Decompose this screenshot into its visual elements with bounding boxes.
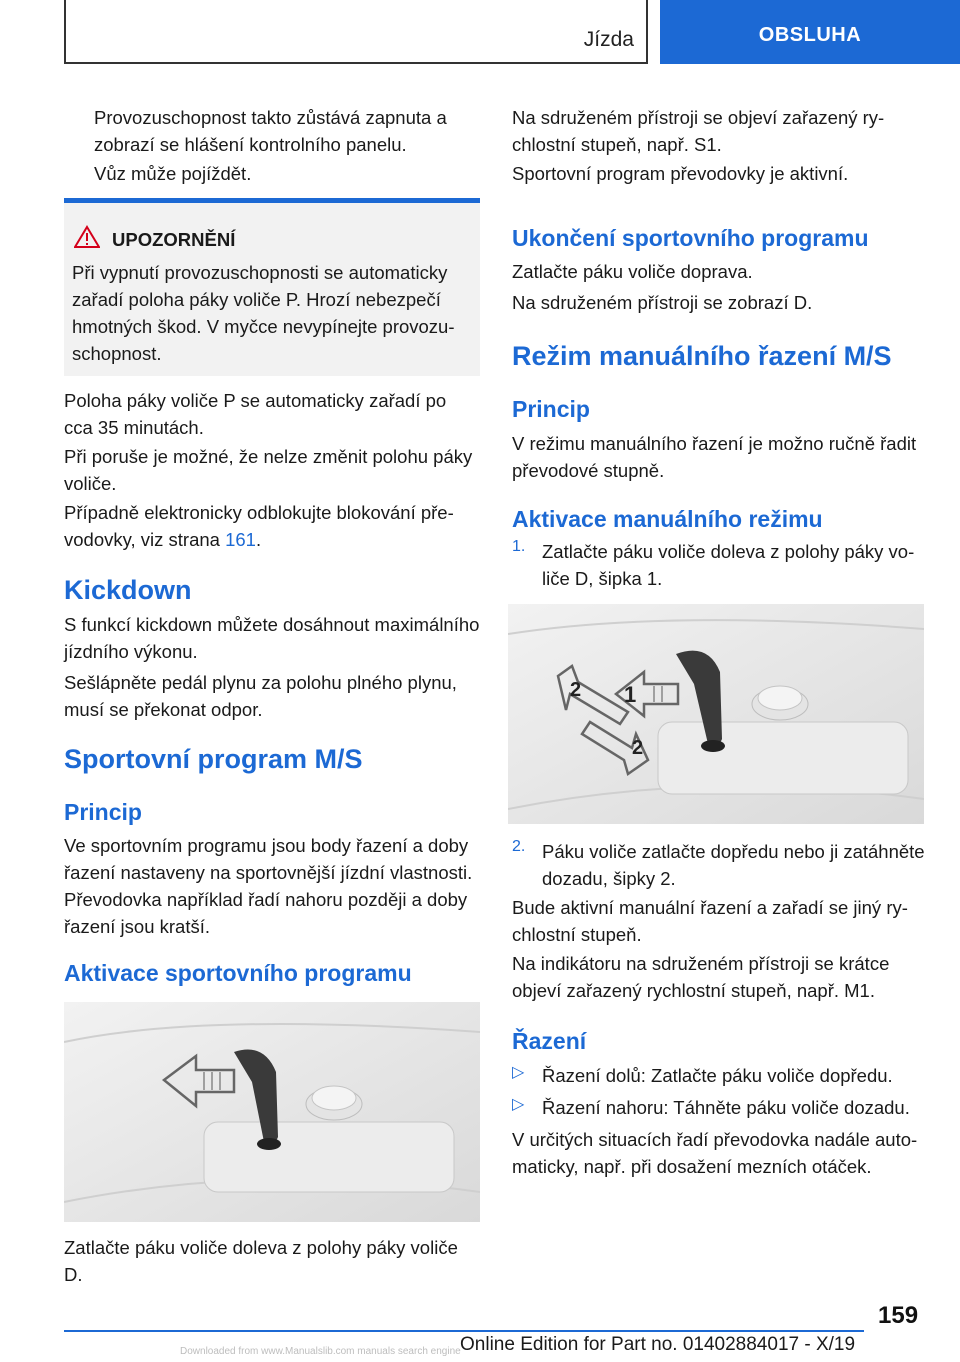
page-link-161[interactable]: 161 <box>225 529 256 550</box>
step-2-text: Páku voliče zatlačte dopředu nebo ji zatáhněte dozadu, šipky 2. <box>542 841 925 889</box>
figure-gear-selector-right <box>508 604 924 824</box>
figure-gear-selector-left <box>64 1002 480 1222</box>
right-paragraph-3: Bude aktivní manuální řazení a zařadí se jiný rychlostní stupeň. <box>512 897 908 945</box>
heading-shifting: Řazení <box>512 1028 587 1054</box>
step-1-text: Zatlačte páku voliče doleva z polohy páky voliče D, šipka 1. <box>542 541 915 589</box>
right-paragraph-2: Sportovní program převodovky je aktivní. <box>512 163 849 184</box>
paragraph-auto-p: Poloha páky voliče P se automaticky zařadí po cca 35 minutách. <box>64 390 447 438</box>
bullet-downshift <box>512 1062 928 1089</box>
end-paragraph-2: Na sdruženém přístroji se zobrazí D. <box>512 292 813 313</box>
bullet-triangle-icon: ▷ <box>512 1064 525 1081</box>
warning-box <box>64 198 480 376</box>
step-1 <box>512 538 928 592</box>
step-2 <box>512 838 928 892</box>
unlock-end: . <box>255 529 262 550</box>
step-2-number: 2. <box>512 838 526 855</box>
bullet-downshift-text: Řazení dolů: Zatlačte páku voliče dopředu. <box>542 1065 893 1086</box>
heading-princip-left: Princip <box>64 799 142 825</box>
heading-sport-program: Sportovní program M/S <box>64 744 363 774</box>
right-paragraph-4: Na indikátoru na sdruženém přístroji se krátce objeví zařazený rychlostní stupeň, např. M1. <box>512 953 890 1001</box>
heading-manual-mode: Režim manuálního řazení M/S <box>512 341 892 371</box>
section-title: Jízda <box>583 28 634 51</box>
footer-rule <box>64 1330 864 1332</box>
princip-paragraph-left: Ve sportovním programu jsou body řazení a doby řazení nastaveny na sportovnější jízdní vlastnosti. Převodovka například řadí nahoru později a doby řazení jsou kratší. <box>64 835 473 937</box>
warning-title: UPOZORNĚNÍ <box>112 229 236 250</box>
warning-triangle-icon <box>74 225 100 249</box>
paragraph-unlock <box>64 499 480 553</box>
heading-activate-sport: Aktivace sportovního programu <box>64 960 412 986</box>
page-number: 159 <box>878 1302 919 1329</box>
warning-body: Při vypnutí provozuschopnosti se automaticky zařadí poloha páky voliče P. Hrozí nebezpečí hmotných škod. V myčce nevypínejte provozuschopnost. <box>72 262 455 364</box>
heading-princip-right: Princip <box>512 396 590 422</box>
arrow-label-2-lower: 2 <box>632 737 644 759</box>
paragraph-fault: Při poruše je možné, že nelze změnit polohu páky voliče. <box>64 446 473 494</box>
right-paragraph-1: Na sdruženém přístroji se objeví zařazený rychlostní stupeň, např. S1. <box>512 107 885 155</box>
footer-edition <box>460 1334 855 1356</box>
edition-text: Online Edition for Part no. 01402884017 - X/19 <box>460 1334 856 1355</box>
end-paragraph-1: Zatlačte páku voliče doprava. <box>512 261 753 282</box>
intro-paragraph-1: Provozuschopnost takto zůstává zapnuta a zobrazí se hlášení kontrolního panelu. <box>94 107 447 155</box>
kickdown-paragraph-1: S funkcí kickdown můžete dosáhnout maximálního jízdního výkonu. <box>64 614 480 662</box>
kickdown-paragraph-2: Sešlápněte pedál plynu za polohu plného plynu, musí se překonat odpor. <box>64 672 457 720</box>
intro-paragraph-2: Vůz může pojíždět. <box>94 163 252 184</box>
arrow-label-2-upper: 2 <box>570 679 582 701</box>
gear-selector-illustration <box>64 1002 480 1222</box>
arrow-label-1: 1 <box>624 682 637 707</box>
heading-end-sport: Ukončení sportovního programu <box>512 225 869 251</box>
bullet-triangle-icon: ▷ <box>512 1096 525 1113</box>
gear-selector-arrows-illustration <box>508 604 924 824</box>
bullet-upshift <box>512 1094 928 1121</box>
step-1-number: 1. <box>512 538 526 555</box>
chapter-tab[interactable]: OBSLUHA <box>660 0 960 64</box>
header-frame <box>64 0 648 64</box>
right-paragraph-5: V určitých situacích řadí převodovka nadále automaticky, např. při dosažení mezních otáček. <box>512 1129 918 1177</box>
heading-kickdown: Kickdown <box>64 575 192 605</box>
footer-watermark: Downloaded from www.Manualslib.com manuals search engine <box>180 1346 461 1357</box>
heading-activate-manual: Aktivace manuálního režimu <box>512 506 823 532</box>
figure-caption-left: Zatlačte páku voliče doleva z polohy páky voliče D. <box>64 1237 458 1285</box>
bullet-upshift-text: Řazení nahoru: Táhněte páku voliče dozadu. <box>542 1097 910 1118</box>
princip-paragraph-right: V režimu manuálního řazení je možno ručně řadit převodové stupně. <box>512 433 917 481</box>
unlock-text: Případně elektronicky odblokujte blokování převodovky, viz strana <box>64 502 454 550</box>
